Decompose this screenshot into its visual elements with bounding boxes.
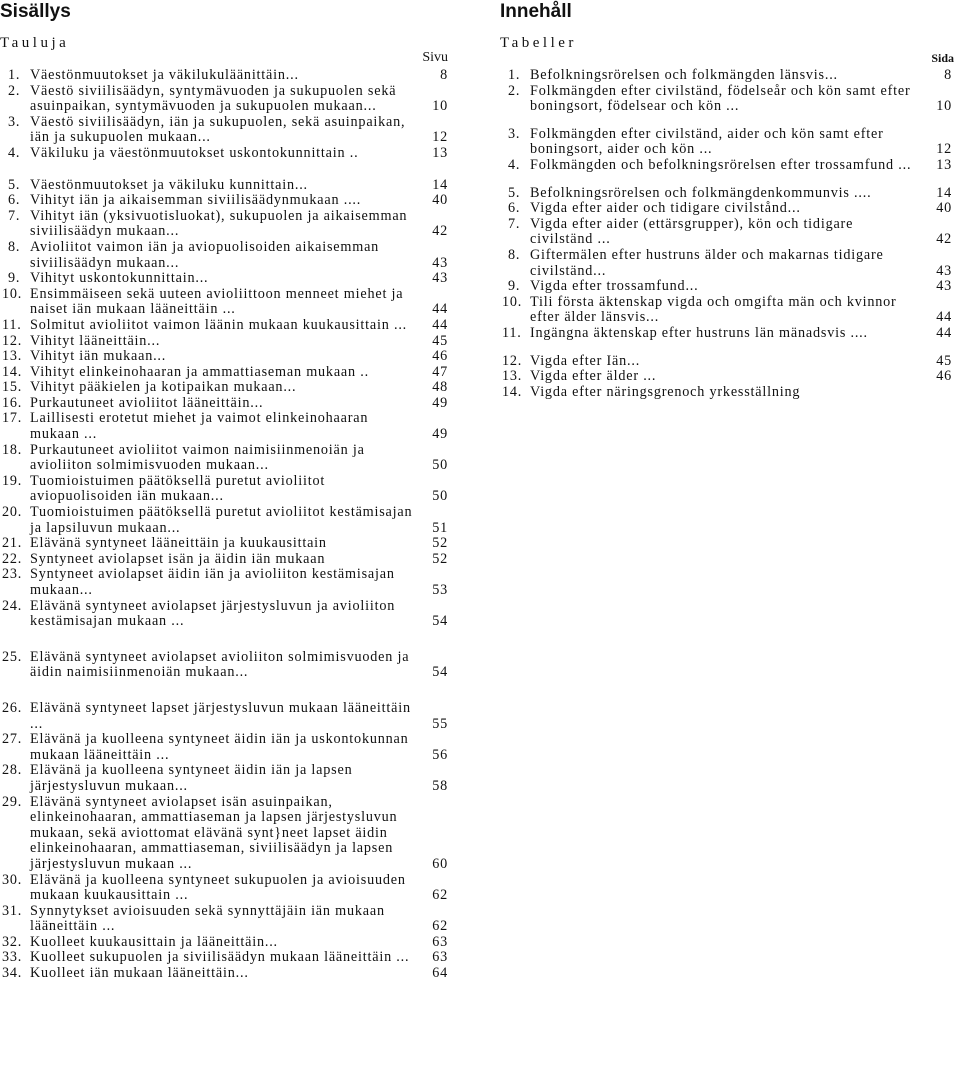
page-title: Sisällys (0, 1, 71, 22)
toc-entry-number: 32. (2, 933, 23, 950)
toc-entry-page: 43 (432, 254, 448, 271)
toc-entry-number: 15. (2, 379, 23, 396)
toc-entry-number: 25. (2, 648, 23, 665)
toc-entry (0, 599, 452, 630)
toc-entry-number: 1. (508, 67, 521, 83)
toc-entry-number: 6. (508, 200, 521, 217)
toc-entry-page: 58 (432, 777, 448, 794)
toc-entry-page: 53 (432, 582, 448, 598)
toc-entry-number: 2. (8, 82, 21, 99)
toc-entry (0, 68, 452, 84)
toc-entry-number: 11. (502, 324, 522, 341)
toc-entry-title: Folkmängden efter civilständ, aider och kön samt efter boningsort, aider och kön ... (530, 125, 884, 158)
toc-entry (500, 295, 956, 326)
toc-entry-title: Synnytykset avioisuuden sekä synnyttäjäin iän mukaan lääneittäin ... (30, 902, 385, 935)
toc-entry-page: 50 (432, 457, 448, 474)
toc-entry-page: 54 (432, 613, 448, 630)
toc-entry-number: 7. (8, 207, 21, 224)
toc-entry-title: Elävänä syntyneet lääneittäin ja kuukausittain (30, 535, 327, 552)
toc-entry-page: 49 (432, 426, 448, 443)
toc-entry-page: 47 (432, 363, 448, 380)
toc-entry-number: 14. (502, 383, 523, 400)
toc-entry-number: 26. (2, 699, 23, 716)
toc-entry (0, 701, 452, 732)
toc-entry-number: 23. (2, 566, 23, 583)
toc-entry-page: 49 (432, 394, 448, 411)
toc-entry-page: 45 (432, 332, 448, 349)
toc-entry-page: 63 (432, 933, 448, 950)
toc-entry-title: Elävänä syntyneet lapset järjestysluvun mukaan lääneittäin ... (30, 699, 411, 732)
toc-entry-number: 2. (508, 82, 521, 99)
toc-entry-page: 8 (440, 67, 448, 83)
toc-entry-title: Folkmängden och befolkningsrörelsen efter trossamfund ... (530, 156, 912, 173)
toc-entry-number: 19. (2, 472, 23, 489)
toc-entry-page: 63 (432, 949, 448, 966)
toc-entry-page: 45 (936, 352, 952, 369)
toc-entry (0, 935, 452, 951)
toc-entry-number: 6. (8, 192, 21, 209)
toc-entry (0, 950, 452, 966)
toc-entry (500, 248, 956, 279)
toc-entry (0, 115, 452, 146)
toc-entry-title: Tili första äktenskap vigda och omgifta män och kvinnor efter älder länsvis... (530, 293, 897, 326)
toc-entry-page: 44 (432, 301, 448, 318)
toc-entry-page: 40 (936, 200, 952, 217)
toc-entry-title: Kuolleet kuukausittain ja lääneittäin... (30, 933, 278, 950)
toc-entry-number: 17. (2, 410, 23, 427)
toc-entry-page: 51 (432, 519, 448, 536)
toc-entry (500, 217, 956, 248)
toc-entry-title: Befolkningsrörelsen och folkmängdenkommunvis .... (530, 184, 872, 201)
toc-entry (0, 732, 452, 763)
toc-entry-title: Vihityt iän (yksivuotisluokat), sukupuolen ja aikaisemman siviilisäädyn mukaan... (30, 207, 408, 240)
toc-entry-page: 55 (432, 715, 448, 732)
toc-entry-title: Ensimmäiseen sekä uuteen avioliittoon menneet miehet ja naiset iän mukaan lääneittäin ... (30, 285, 404, 318)
toc-entry-page: 62 (432, 918, 448, 935)
contents-list (0, 68, 452, 982)
toc-entry-page: 12 (432, 129, 448, 146)
toc-entry (0, 240, 452, 271)
toc-entry (0, 873, 452, 904)
toc-entry-title: Vigda efter Iän... (530, 352, 641, 369)
toc-entry (500, 279, 956, 295)
toc-entry-number: 24. (2, 597, 23, 614)
toc-entry-number: 28. (2, 762, 23, 779)
toc-entry (0, 349, 452, 365)
toc-entry-page: 46 (936, 368, 952, 385)
toc-entry-number: 29. (2, 793, 23, 810)
toc-entry (0, 178, 452, 194)
toc-entry-number: 3. (8, 113, 21, 130)
toc-entry-number: 22. (2, 550, 23, 567)
toc-entry-title: Vihityt uskontokunnittain... (30, 270, 209, 287)
toc-entry-number: 11. (2, 316, 22, 333)
toc-entry-title: Laillisesti erotetut miehet ja vaimot elinkeinohaaran mukaan ... (30, 410, 369, 443)
toc-entry-title: Elävänä syntyneet aviolapset avioliiton solmimisvuoden ja äidin naimisiinmenoiän mukaan... (30, 648, 410, 681)
toc-entry-title: Tuomioistuimen päätöksellä puretut avioliitot aviopuolisoiden iän mukaan... (30, 472, 326, 505)
toc-entry (0, 795, 452, 873)
toc-entry-page: 13 (432, 144, 448, 161)
toc-entry-number: 33. (2, 949, 23, 966)
toc-entry (0, 396, 452, 412)
toc-entry-page: 46 (432, 348, 448, 365)
toc-entry (0, 552, 452, 568)
toc-entry-title: Vihityt lääneittäin... (30, 332, 161, 349)
toc-entry-title: Kuolleet sukupuolen ja siviilisäädyn mukaan lääneittäin ... (30, 949, 410, 966)
page-column-header: Sida (931, 51, 954, 65)
toc-entry-number: 3. (508, 125, 521, 142)
toc-entry-number: 18. (2, 441, 23, 458)
toc-entry-title: Väestö siviilisäädyn, syntymävuoden ja sukupuolen sekä asuinpaikan, syntymävuoden ja sukupuolen mukaan... (30, 82, 397, 115)
toc-entry-number: 5. (508, 184, 521, 201)
toc-entry (0, 193, 452, 209)
section-heading: Tabeller (500, 35, 577, 51)
toc-entry-page: 13 (936, 156, 952, 173)
toc-entry (0, 567, 452, 598)
toc-entry (0, 365, 452, 381)
toc-entry-page: 56 (432, 746, 448, 763)
toc-entry-page: 50 (432, 488, 448, 505)
toc-entry-number: 20. (2, 504, 23, 521)
toc-entry-title: Vigda efter aider (ettärsgrupper), kön och tidigare civilständ ... (530, 215, 854, 248)
toc-entry-number: 13. (502, 368, 523, 385)
toc-entry-title: Elävänä syntyneet aviolapset isän asuinpaikan, elinkeinohaaran, ammattiaseman ja lapsen järjestysluvun mukaan, sekä aviottomat elävänä synt}neet lapset äidin elinkeinohaaran, ammattiaseman, siviilisäädyn ja lapsen järjestysluvun mukaan ... (30, 793, 398, 872)
contents-list (500, 68, 956, 400)
toc-entry-title: Tuomioistuimen päätöksellä puretut avioliitot kestämisajan ja lapsiluvun mukaan... (30, 504, 413, 536)
toc-entry-page: 60 (432, 855, 448, 872)
toc-entry-page: 64 (432, 965, 448, 982)
toc-entry (500, 326, 956, 342)
toc-entry-title: Väkiluku ja väestönmuutokset uskontokunnittain .. (30, 144, 359, 161)
toc-entry-title: Syntyneet aviolapset isän ja äidin iän mukaan (30, 550, 326, 567)
page-column-header: Sivu (422, 50, 448, 65)
toc-entry (0, 411, 452, 442)
toc-entry-number: 14. (2, 363, 23, 380)
toc-entry-number: 13. (2, 348, 23, 365)
toc-entry-number: 10. (502, 293, 523, 310)
toc-entry (0, 334, 452, 350)
toc-entry-number: 16. (2, 394, 23, 411)
toc-entry (0, 650, 452, 681)
toc-entry (500, 369, 956, 385)
toc-entry-number: 31. (2, 902, 23, 919)
toc-entry-number: 12. (502, 352, 523, 369)
toc-entry (0, 904, 452, 935)
toc-entry-title: Vihityt elinkeinohaaran ja ammattiaseman mukaan .. (30, 363, 369, 380)
toc-entry-page: 40 (432, 192, 448, 209)
toc-entry (500, 385, 956, 401)
toc-entry (0, 474, 452, 505)
toc-entry-page: 12 (936, 141, 952, 158)
toc-entry-title: Ingängna äktenskap efter hustruns län mänadsvis .... (530, 324, 868, 341)
toc-entry (500, 84, 956, 115)
toc-entry-title: Väestönmuutokset ja väkiluku kunnittain... (30, 176, 308, 193)
toc-entry-title: Väestönmuutokset ja väkilukuläänittäin... (30, 67, 299, 83)
toc-entry-title: Syntyneet aviolapset äidin iän ja avioliiton kestämisajan mukaan... (30, 566, 395, 598)
toc-entry-title: Befolkningsrörelsen och folkmängden länsvis... (530, 67, 838, 83)
toc-entry-number: 4. (8, 144, 21, 161)
page-title: Innehåll (500, 1, 572, 22)
toc-entry-number: 4. (508, 156, 521, 173)
toc-entry (0, 287, 452, 318)
toc-entry-page: 14 (936, 184, 952, 201)
toc-entry (500, 354, 956, 370)
toc-entry-number: 12. (2, 332, 23, 349)
toc-entry (0, 146, 452, 162)
toc-entry-title: Solmitut avioliitot vaimon läänin mukaan kuukausittain ... (30, 316, 408, 333)
toc-entry-title: Vihityt iän mukaan... (30, 348, 167, 365)
toc-entry-page: 52 (432, 550, 448, 567)
toc-entry (0, 318, 452, 334)
toc-entry (500, 158, 956, 174)
toc-entry-number: 5. (8, 176, 21, 193)
section-heading: Tauluja (0, 35, 70, 51)
toc-entry-number: 8. (508, 246, 521, 263)
toc-entry-number: 30. (2, 871, 23, 888)
toc-entry-page: 54 (432, 664, 448, 681)
toc-entry-title: Folkmängden efter civilständ, födelseår och kön samt efter boningsort, födelsear och kön ... (530, 82, 911, 115)
toc-entry-number: 1. (8, 67, 21, 83)
toc-entry-title: Avioliitot vaimon iän ja aviopuolisoiden aikaisemman siviilisäädyn mukaan... (30, 238, 380, 271)
toc-entry-number: 34. (2, 965, 23, 982)
toc-entry-number: 9. (508, 278, 521, 295)
toc-entry-page: 52 (432, 535, 448, 552)
toc-entry (0, 84, 452, 115)
toc-entry-title: Elävänä ja kuolleena syntyneet äidin iän ja uskontokunnan mukaan lääneittäin ... (30, 731, 409, 763)
toc-entry-title: Vihityt pääkielen ja kotipaikan mukaan... (30, 379, 297, 396)
toc-entry-title: Vihityt iän ja aikaisemman siviilisäädynmukaan .... (30, 192, 362, 209)
toc-entry (0, 443, 452, 474)
toc-entry (0, 966, 452, 982)
toc-entry-title: Elävänä ja kuolleena syntyneet äidin iän ja lapsen järjestysluvun mukaan... (30, 762, 353, 794)
toc-entry-page: 42 (936, 231, 952, 248)
toc-entry (0, 380, 452, 396)
toc-entry-page: 14 (432, 176, 448, 193)
toc-entry-title: Elävänä syntyneet aviolapset järjestysluvun ja avioliiton kestämisajan mukaan ... (30, 597, 396, 630)
toc-entry-page: 43 (432, 270, 448, 287)
toc-entry-title: Vigda efter aider och tidigare civilstånd... (530, 200, 801, 217)
toc-entry-title: Giftermälen efter hustruns älder och makarnas tidigare civilständ... (530, 246, 884, 279)
toc-entry-title: Kuolleet iän mukaan lääneittäin... (30, 965, 249, 982)
toc-entry-number: 7. (508, 215, 521, 232)
toc-entry-page: 8 (944, 67, 952, 83)
toc-entry-page: 44 (936, 324, 952, 341)
toc-entry-page: 44 (936, 309, 952, 326)
toc-entry-number: 9. (8, 270, 21, 287)
toc-entry (0, 505, 452, 536)
toc-entry-page: 62 (432, 887, 448, 904)
toc-entry-number: 27. (2, 731, 23, 748)
toc-entry (0, 271, 452, 287)
toc-entry-title: Vigda efter trossamfund... (530, 278, 699, 295)
toc-entry (500, 127, 956, 158)
toc-entry-title: Purkautuneet avioliitot lääneittäin... (30, 394, 264, 411)
toc-entry-title: Vigda efter näringsgrenoch yrkesställning (530, 383, 801, 400)
toc-entry-title: Purkautuneet avioliitot vaimon naimisiinmenoiän ja avioliiton solmimisvuoden mukaan... (30, 441, 365, 474)
toc-entry-number: 21. (2, 535, 23, 552)
toc-entry (500, 186, 956, 202)
toc-entry (0, 536, 452, 552)
toc-entry (0, 763, 452, 794)
toc-entry-title: Elävänä ja kuolleena syntyneet sukupuolen ja avioisuuden mukaan kuukausittain ... (30, 871, 406, 904)
toc-entry-title: Väestö siviilisäädyn, iän ja sukupuolen, sekä asuinpaikan, iän ja sukupuolen mukaan... (30, 113, 406, 146)
toc-entry-page: 42 (432, 223, 448, 240)
toc-entry-page: 10 (936, 98, 952, 115)
toc-entry-number: 10. (2, 285, 23, 302)
toc-entry-page: 10 (432, 98, 448, 115)
toc-entry-page: 44 (432, 316, 448, 333)
toc-entry-number: 8. (8, 238, 21, 255)
toc-entry-page: 43 (936, 262, 952, 279)
toc-entry-title: Vigda efter älder ... (530, 368, 657, 385)
toc-entry (0, 209, 452, 240)
toc-entry-page: 48 (432, 379, 448, 396)
toc-entry-page: 43 (936, 278, 952, 295)
toc-entry (500, 68, 956, 84)
toc-entry (500, 201, 956, 217)
